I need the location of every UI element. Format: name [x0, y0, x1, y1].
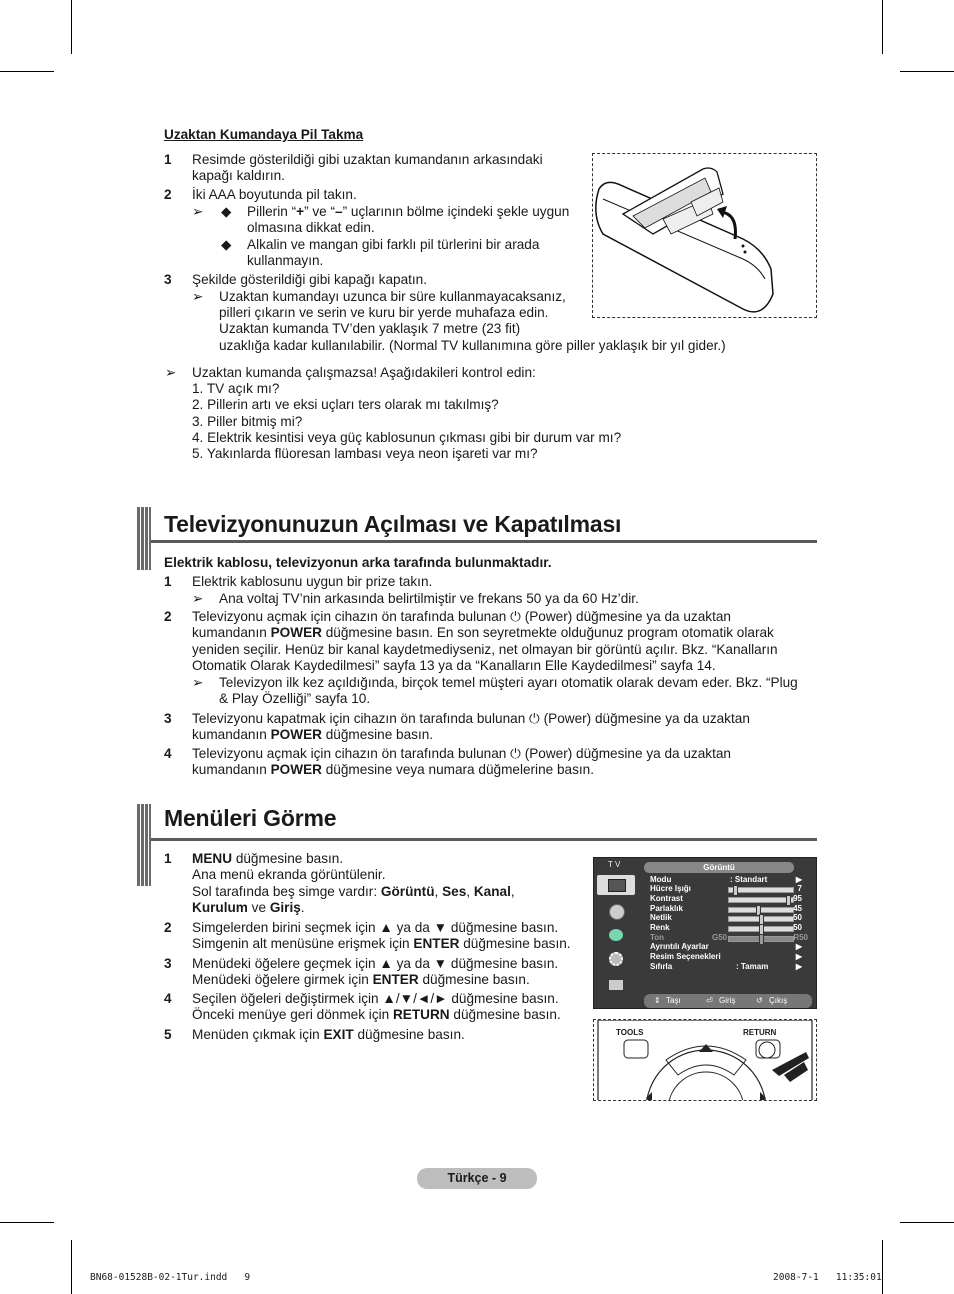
- crop-mark: [71, 1240, 72, 1294]
- note-arrow-icon: ➢: [165, 365, 177, 380]
- note-arrow-icon: ➢: [192, 591, 204, 606]
- step-text: [192, 187, 357, 203]
- crop-mark: [71, 0, 72, 54]
- step-number: 1: [164, 574, 172, 589]
- osd-help-exit: Çıkış: [769, 996, 788, 1005]
- osd-row: Resim Seçenekleri ▶: [650, 952, 802, 961]
- crop-mark: [0, 71, 54, 72]
- power-icon: ⏻: [510, 746, 521, 761]
- osd-menu-screenshot: [593, 857, 817, 1009]
- section-subtitle: Elektrik kablosu, televizyonun arka tarafında bulunmaktadır.: [164, 555, 552, 570]
- heading-bar: [137, 507, 151, 570]
- file-info: BN68-01528B-02-1Tur.indd 9: [90, 1272, 251, 1283]
- note-arrow-icon: ➢: [192, 289, 204, 304]
- osd-row: Ton G50 R50: [650, 933, 810, 943]
- step-number: 3: [164, 711, 172, 726]
- tools-label: TOOLS: [616, 1028, 644, 1037]
- note-text: Ana voltaj TV’nin arkasında belirtilmiştir ve frekans 50 ya da 60 Hz’dir.: [219, 591, 639, 606]
- bullet-text: Alkalin ve mangan gibi farklı pil türlerini bir arada kullanmayın.: [247, 237, 540, 269]
- osd-tv-label: T V: [608, 860, 621, 869]
- heading-rule: [151, 838, 817, 841]
- osd-row: Ayrıntılı Ayarlar ▶: [650, 942, 802, 951]
- bullet-text: Pillerin “+” ve “–” uçlarının bölme içindeki şekle uygun olmasına dikkat edin.: [247, 204, 570, 236]
- print-date: 2008-7-1 11:35:01: [773, 1272, 882, 1283]
- osd-row: Parlaklık 45: [650, 904, 810, 914]
- power-icon: ⏻: [510, 609, 521, 624]
- osd-row: Netlik 50: [650, 913, 810, 923]
- osd-title: Görüntü: [644, 862, 794, 873]
- note-arrow-icon: ➢: [192, 675, 204, 690]
- input-icon: [597, 976, 635, 996]
- note-text: Televizyon ilk kez açıldığında, birçok temel müşteri ayarı otomatik olarak devam eder. Bkz. “Plug & Play Özelliği” sayfa 10.: [219, 675, 798, 707]
- step-text: Menüden çıkmak için EXIT düğmesine basın.: [192, 1027, 465, 1042]
- osd-row: Sıfırla : Tamam ▶: [650, 962, 802, 971]
- page-number-badge: Türkçe - 9: [417, 1168, 537, 1189]
- page-title: Menüleri Görme: [164, 805, 337, 831]
- crop-mark: [882, 0, 883, 54]
- troubleshoot-list: Uzaktan kumanda çalışmazsa! Aşağıdakileri kontrol edin: 1. TV açık mı? 2. Pillerin artı ve eksi uçları ters olarak mı takılmış? 3. Piller bitmiş mi? 4. Elektrik kesintisi veya güç kablosunun çıkması gibi bir durum var mı? 5. Yakınlarda flüoresan lambası veya neon işareti var mı?: [192, 365, 622, 462]
- section-heading: Uzaktan Kumandaya Pil Takma: [164, 127, 364, 142]
- step-number: 2: [164, 920, 172, 935]
- crop-mark: [882, 1240, 883, 1294]
- crop-mark: [900, 71, 954, 72]
- step-text: Elektrik kablosunu uygun bir prize takın.: [192, 574, 433, 589]
- page-title: Televizyonunuzun Açılması ve Kapatılması: [164, 511, 622, 537]
- channel-icon: [597, 926, 635, 946]
- remote-back-image: [593, 154, 816, 317]
- note-arrow-icon: ➢: [192, 204, 204, 219]
- osd-level-bar: [728, 897, 794, 903]
- note-text: Uzaktan kumandayı uzunca bir süre kullanmayacaksanız, pilleri çıkarın ve serin ve kuru bir yerde muhafaza edin. Uzaktan kumanda TV’den yaklaşık 7 metre (23 fit) uzaklığa kadar kullanılabilir. (Normal TV kullanımına göre piller yaklaşık bir yıl gider.): [219, 289, 726, 353]
- heading-bar: [137, 804, 151, 886]
- osd-help-enter: Giriş: [719, 996, 736, 1005]
- step-number: 1: [164, 152, 172, 167]
- step-number: 2: [164, 609, 172, 624]
- osd-row: Modu : Standart ▶: [650, 875, 802, 884]
- step-text: [192, 152, 543, 185]
- step-text: Televizyonu açmak için cihazın ön tarafında bulunan ⏻ (Power) düğmesine ya da uzaktan kumandanın POWER düğmesine veya numara düğmelerine basın.: [192, 746, 731, 778]
- updown-icon: ⇕: [654, 996, 661, 1005]
- step-number: 3: [164, 956, 172, 971]
- osd-row: Kontrast 95: [650, 894, 810, 904]
- osd-level-bar: [728, 887, 794, 893]
- setup-icon: [597, 950, 635, 970]
- bullet-diamond-icon: ◆: [221, 237, 232, 252]
- osd-level-bar: [728, 926, 794, 932]
- step-number: 4: [164, 746, 172, 761]
- osd-help-move: Taşı: [666, 996, 681, 1005]
- step-number: 1: [164, 851, 172, 866]
- return-icon: ↺: [756, 996, 763, 1005]
- crop-mark: [0, 1222, 54, 1223]
- text-line: Resimde gösterildiği gibi uzaktan kumandanın arkasındaki: [192, 152, 543, 167]
- osd-row: Hücre Işığı 7: [650, 884, 810, 894]
- text-line: İki AAA boyutunda pil takın.: [192, 187, 357, 202]
- text-line: kapağı kaldırın.: [192, 168, 285, 184]
- step-text: Şekilde gösterildiği gibi kapağı kapatın.: [192, 272, 428, 287]
- return-label: RETURN: [743, 1028, 777, 1037]
- crop-mark: [900, 1222, 954, 1223]
- step-text: Televizyonu açmak için cihazın ön tarafında bulunan ⏻ (Power) düğmesine ya da uzaktan kumandanın POWER düğmesine basın. En son seyretmekte olduğunuz program otomatik olarak yeniden seçilir. Henüz bir kanal kaydetmediyseniz, net olmayan bir görüntü açılır. Bkz. “Kanalların Otomatik Olarak Kaydedilmesi” sayfa 13 ya da “Kanalların Elle Kaydedilmesi” sayfa 14.: [192, 609, 778, 674]
- sound-icon: [597, 902, 635, 922]
- step-text: Menüdeki öğelere geçmek için ▲ ya da ▼ düğmesine basın. Menüdeki öğelere girmek için ENTER düğmesine basın.: [192, 956, 559, 988]
- picture-icon: [597, 875, 635, 895]
- bullet-diamond-icon: ◆: [221, 204, 232, 219]
- step-number: 5: [164, 1027, 172, 1042]
- osd-help-bar: [644, 994, 812, 1008]
- battery-illustration: [592, 153, 817, 318]
- heading-rule: [151, 540, 817, 543]
- power-icon: ⏻: [529, 711, 540, 726]
- osd-level-bar: [728, 916, 794, 922]
- step-number: 3: [164, 272, 172, 287]
- osd-row: Renk 50: [650, 923, 810, 933]
- remote-buttons-illustration: [593, 1019, 817, 1101]
- step-text: Televizyonu kapatmak için cihazın ön tarafında bulunan ⏻ (Power) düğmesine ya da uzaktan kumandanın POWER düğmesine basın.: [192, 711, 750, 743]
- step-number: 4: [164, 991, 172, 1006]
- step-text: MENU düğmesine basın. Ana menü ekranda görüntülenir. Sol tarafında beş simge vardır: Görüntü, Ses, Kanal, Kurulum ve Giriş.: [192, 851, 515, 916]
- step-number: 2: [164, 187, 172, 202]
- enter-icon: ⏎: [706, 996, 713, 1005]
- step-text: Seçilen öğeleri değiştirmek için ▲/▼/◄/► düğmesine basın. Önceki menüye geri dönmek için RETURN düğmesine basın.: [192, 991, 561, 1023]
- step-text: Simgelerden birini seçmek için ▲ ya da ▼ düğmesine basın. Simgenin alt menüsüne erişmek için ENTER düğmesine basın.: [192, 920, 571, 952]
